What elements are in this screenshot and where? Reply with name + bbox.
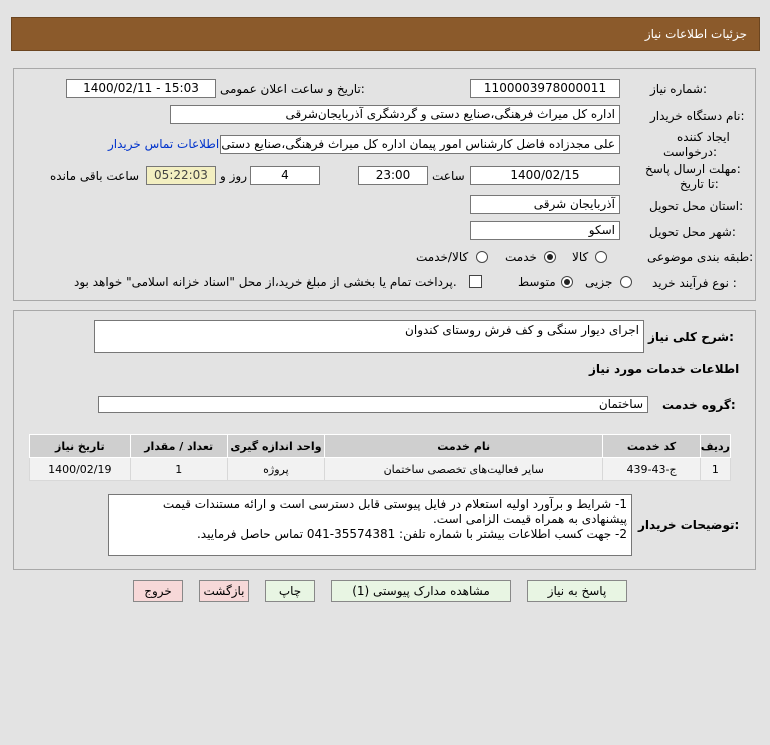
treasury-note: پرداخت تمام یا بخشی از مبلغ خرید،از محل "اسناد خزانه اسلامی" خواهد بود. xyxy=(74,275,457,289)
deadline-date-field[interactable]: 1400/02/15 xyxy=(470,166,620,185)
service-group-field[interactable]: ساختمان xyxy=(98,396,648,413)
process-label: نوع فرآیند خرید : xyxy=(652,276,737,290)
buyer-label: نام دستگاه خریدار: xyxy=(650,109,745,123)
cell-quantity: 1 xyxy=(130,458,227,481)
announce-date-label: تاریخ و ساعت اعلان عمومی: xyxy=(220,82,365,96)
cell-unit: پروژه xyxy=(227,458,324,481)
city-field[interactable]: اسکو xyxy=(470,221,620,240)
buyer-notes-line2: پیشنهادی به همراه قیمت الزامی است. xyxy=(432,512,627,526)
col-unit: واحد اندازه گیری xyxy=(227,435,324,458)
cell-row-number: 1 xyxy=(700,458,730,481)
process-radio-minor[interactable] xyxy=(620,276,632,288)
creator-field[interactable]: علی مجدزاده فاضل کارشناس امور پیمان اداره کل میراث فرهنگی،صنایع دستی xyxy=(220,135,620,154)
deadline-label-line1: مهلت ارسال پاسخ: xyxy=(645,162,741,176)
services-table-header xyxy=(30,435,731,458)
col-row-number: ردیف xyxy=(700,435,730,458)
deadline-time-label: ساعت xyxy=(432,169,465,183)
category-option-goods: کالا xyxy=(572,250,589,264)
reply-button[interactable]: پاسخ به نیاز xyxy=(527,580,627,602)
creator-label-line1: ایجاد کننده xyxy=(677,130,730,144)
view-attachments-button[interactable]: مشاهده مدارک پیوستی (1) xyxy=(331,580,511,602)
col-service-code: کد خدمت xyxy=(603,435,700,458)
buyer-notes-line3: 2- جهت کسب اطلاعات بیشتر با شماره تلفن: 35574381-041 تماس حاصل فرمایید. xyxy=(196,527,627,541)
table-row xyxy=(30,458,731,481)
creator-label-line2: درخواست: xyxy=(663,145,717,159)
category-option-goods-service: کالا/خدمت xyxy=(416,250,469,264)
cell-service-code: ج-43-439 xyxy=(603,458,700,481)
deadline-label-line2: تا تاریخ: xyxy=(680,177,719,191)
page-header xyxy=(11,17,760,51)
deadline-time-field[interactable]: 23:00 xyxy=(358,166,428,185)
province-label: استان محل تحویل: xyxy=(649,199,744,213)
summary-field[interactable]: اجرای دیوار سنگی و کف فرش روستای کندوان xyxy=(94,320,644,353)
print-button[interactable]: چاپ xyxy=(265,580,315,602)
services-title: اطلاعات خدمات مورد نیاز xyxy=(589,362,740,376)
col-quantity: تعداد / مقدار xyxy=(130,435,227,458)
remaining-time-field[interactable]: 05:22:03 xyxy=(146,166,216,185)
category-radio-service[interactable] xyxy=(544,251,556,263)
need-number-label: شماره نیاز: xyxy=(650,82,708,96)
cell-need-date: 1400/02/19 xyxy=(30,458,131,481)
col-need-date: تاریخ نیاز xyxy=(30,435,131,458)
page-title: جزئیات اطلاعات نیاز xyxy=(644,27,747,41)
buyer-notes-field[interactable] xyxy=(108,494,632,556)
days-remaining-field[interactable]: 4 xyxy=(250,166,320,185)
back-button[interactable]: بازگشت xyxy=(199,580,249,602)
city-label: شهر محل تحویل: xyxy=(649,225,736,239)
process-option-medium: متوسط xyxy=(518,275,556,289)
category-label: طبقه بندی موضوعی: xyxy=(647,250,754,264)
services-table xyxy=(29,434,731,481)
service-group-label: گروه خدمت: xyxy=(662,398,736,412)
category-radio-goods[interactable] xyxy=(595,251,607,263)
province-field[interactable]: آذربایجان شرقی xyxy=(470,195,620,214)
treasury-checkbox[interactable] xyxy=(469,275,482,288)
need-number-field[interactable]: 1100003978000011 xyxy=(470,79,620,98)
buyer-contact-link[interactable]: اطلاعات تماس خریدار xyxy=(108,137,220,151)
summary-label: شرح کلی نیاز: xyxy=(648,330,734,344)
cell-service-name: سایر فعالیت‌های تخصصی ساختمان xyxy=(325,458,603,481)
buyer-notes-line1: 1- شرایط و برآورد اولیه استعلام در فایل پیوستی قابل دسترسی است و ارائه مستندات قیمت xyxy=(162,497,627,511)
category-radio-goods-service[interactable] xyxy=(476,251,488,263)
announce-date-field[interactable]: 1400/02/11 - 15:03 xyxy=(66,79,216,98)
days-label: روز و xyxy=(220,169,247,183)
buyer-notes-label: توضیحات خریدار: xyxy=(638,518,740,532)
col-service-name: نام خدمت xyxy=(325,435,603,458)
exit-button[interactable]: خروج xyxy=(133,580,183,602)
remaining-label: ساعت باقی مانده xyxy=(50,169,140,183)
process-radio-medium[interactable] xyxy=(561,276,573,288)
category-option-service: خدمت xyxy=(505,250,537,264)
process-option-minor: جزیی xyxy=(585,275,613,289)
buyer-field[interactable]: اداره کل میراث فرهنگی،صنایع دستی و گردشگری آذربایجان‌شرقی xyxy=(170,105,620,124)
